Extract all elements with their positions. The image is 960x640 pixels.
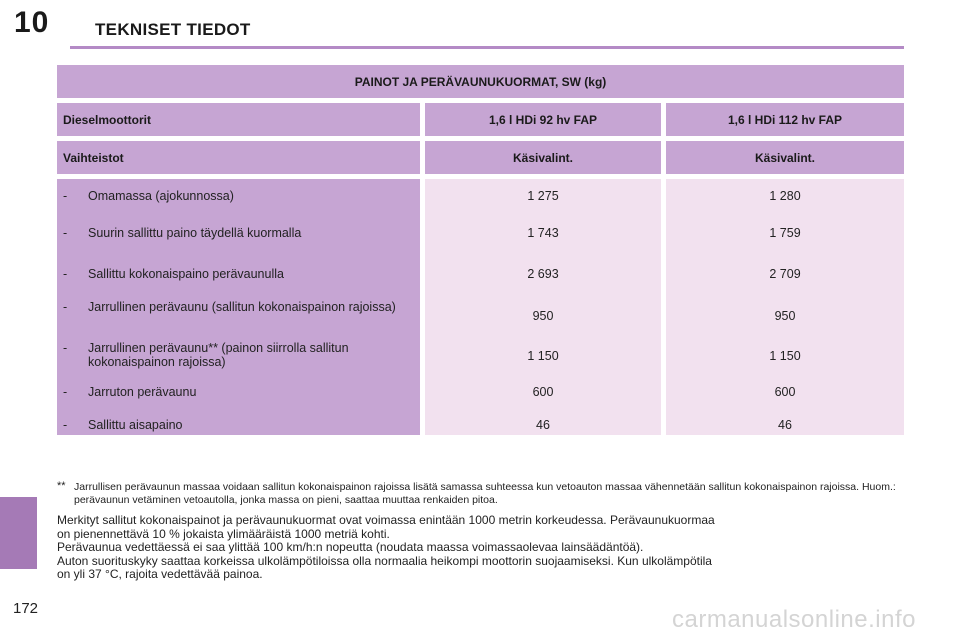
chapter-title: TEKNISET TIEDOT [95,20,251,39]
table-cell: 1 275 [527,189,559,203]
engine-label: Dieselmoottorit [57,103,420,136]
gearbox-col-2: Käsivalint. [666,141,904,174]
table-cell: 46 [536,418,550,432]
note-line: Perävaunua vedettäessä ei saa ylittää 100 km/h:n nopeutta (noudata maassa voimassaolevaa lainsäädäntöä). [57,540,644,555]
row-dash: - [63,267,68,281]
table-title: PAINOT JA PERÄVAUNUKUORMAT, SW (kg) [57,65,904,98]
row-dash: - [63,341,68,355]
table-cell: 950 [774,309,796,323]
table-cell: 1 743 [527,226,559,240]
table-cell: 1 150 [769,349,801,363]
gearbox-label: Vaihteistot [57,141,420,174]
row-dash: - [63,300,68,314]
note-line: on yli 37 °C, rajoita vedettävää painoa. [57,567,263,582]
header-divider [70,46,904,49]
row-dash: - [63,385,68,399]
row-label: Sallittu kokonaispaino perävaunulla [88,267,284,281]
note-line: Merkityt sallitut kokonaispainot ja perävaunukuormat ovat voimassa enintään 1000 metrin korkeudessa. Perävaunukuormaa [57,513,715,527]
table-cell: 600 [774,385,796,399]
note-line: Auton suorituskyky saattaa korkeissa ulkolämpötiloissa olla normaalia heikompi moottorin suojaamiseksi. Kun ulkolämpötila [57,553,712,568]
row-dash: - [63,226,68,240]
row-label: Jarrullinen perävaunu (sallitun kokonaispainon rajoissa) [88,300,396,314]
table-body [57,179,904,435]
chapter-number: 10 [14,6,50,39]
footnote-mark: ** [57,480,66,492]
engine-col-2: 1,6 l HDi 112 hv FAP [666,103,904,136]
page-number: 172 [13,600,39,617]
table-cell: 2 709 [769,267,801,281]
gearbox-row [57,141,904,174]
table-cell: 1 280 [769,189,801,203]
value-column-2 [666,179,904,435]
label-column [57,179,420,435]
row-dash: - [63,189,68,203]
table-cell: 950 [532,309,554,323]
weights-table [57,65,904,435]
table-cell: 46 [778,418,792,432]
row-label: Suurin sallittu paino täydellä kuormalla [88,226,302,240]
notes [57,514,907,582]
footnote-text: Jarrullisen perävaunun massaa voidaan sallitun kokonaispainon rajoissa lisätä samassa suhteessa kun vetoauton massaa vähennetään sallitun kokonaispainon rajoissa. Huom.: perävaunun vetäminen vetoautolla, jonka massa on pieni, saattaa muuttaa renkaiden pitoa. [74,481,896,506]
row-label: Omamassa (ajokunnossa) [88,189,234,203]
table-cell: 1 759 [769,226,801,240]
row-label: Jarrullinen perävaunu** (painon siirrolla sallitun kokonaispainon rajoissa) [88,341,349,369]
table-cell: 600 [532,385,554,399]
table-cell: 2 693 [527,267,559,281]
engine-col-1: 1,6 l HDi 92 hv FAP [425,103,661,136]
watermark: carmanualsonline.info [672,606,916,633]
value-column-1 [425,179,661,435]
row-dash: - [63,418,68,432]
row-label: Jarruton perävaunu [88,385,197,399]
chapter-side-tab [0,497,37,569]
row-label: Sallittu aisapaino [88,418,183,432]
gearbox-col-1: Käsivalint. [425,141,661,174]
note-line: on pienennettävä 10 % jokaista ylimääräistä 1000 metriä kohti. [57,526,390,541]
engine-row [57,103,904,136]
table-cell: 1 150 [527,349,559,363]
